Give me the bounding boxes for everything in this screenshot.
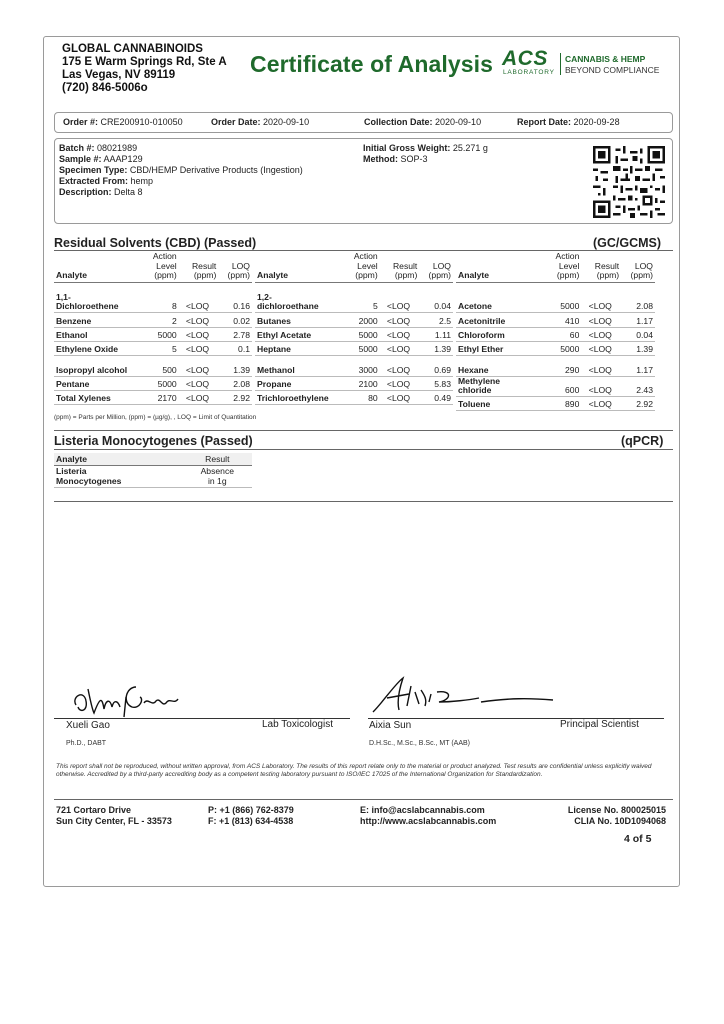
result-value: <LOQ — [380, 312, 420, 327]
action-level: 2170 — [143, 390, 179, 404]
solvents-table-2 — [255, 252, 453, 405]
result-value: <LOQ — [380, 327, 420, 341]
residual-solvents-title: Residual Solvents (CBD) (Passed) — [54, 236, 257, 250]
action-level: 2000 — [344, 312, 380, 327]
action-level: 5000 — [143, 327, 179, 341]
listeria-method: (qPCR) — [621, 434, 664, 448]
footer-contact — [360, 805, 496, 827]
analyte-name: Isopropyl alcohol — [54, 355, 143, 376]
table-row — [255, 327, 453, 341]
sample-info-box — [54, 138, 673, 224]
analyte-name: Methanol — [255, 355, 344, 376]
result-value: <LOQ — [179, 355, 219, 376]
page-title: Certificate of Analysis — [250, 51, 494, 77]
action-level: 890 — [546, 396, 582, 410]
acs-logo — [502, 49, 672, 79]
client-name: GLOBAL CANNABINOIDS — [62, 43, 203, 55]
table-row — [54, 327, 252, 341]
result-value: <LOQ — [380, 341, 420, 355]
analyte-name: Acetone — [456, 282, 546, 312]
collection-date: Collection Date: 2020-09-10 — [364, 117, 482, 127]
order-info-box — [54, 112, 673, 133]
analyte-name: Total Xylenes — [54, 390, 143, 404]
result-value: <LOQ — [179, 282, 219, 312]
action-level: 5 — [344, 282, 380, 312]
col-loq: LOQ (ppm) — [419, 252, 453, 282]
table-row — [54, 376, 252, 390]
report-date: Report Date: 2020-09-28 — [517, 117, 620, 127]
listeria-col-analyte: Analyte — [54, 453, 183, 466]
loq-value: 1.39 — [218, 355, 252, 376]
loq-value: 2.08 — [218, 376, 252, 390]
table-row — [456, 282, 655, 312]
action-level: 8 — [143, 282, 179, 312]
action-level: 2 — [143, 312, 179, 327]
action-level: 2100 — [344, 376, 380, 390]
loq-value: 2.43 — [621, 376, 655, 396]
certificate-page — [43, 36, 680, 887]
table-row — [456, 312, 655, 327]
loq-value: 5.83 — [419, 376, 453, 390]
action-level: 5 — [143, 341, 179, 355]
loq-value: 1.17 — [621, 312, 655, 327]
method: Method: SOP-3 — [363, 154, 428, 164]
table-row — [54, 355, 252, 376]
result-value: <LOQ — [179, 327, 219, 341]
analyte-name: Ethyl Acetate — [255, 327, 344, 341]
loq-value: 2.92 — [218, 390, 252, 404]
logo-acs-text: ACS — [502, 47, 548, 70]
analyte-name: Ethylene Oxide — [54, 341, 143, 355]
signature-aixia-sun — [369, 672, 559, 717]
signer-credentials: Ph.D., DABT — [66, 740, 107, 747]
analyte-name: Acetonitrile — [456, 312, 546, 327]
table-row — [54, 282, 252, 312]
result-value: <LOQ — [179, 312, 219, 327]
action-level: 5000 — [344, 341, 380, 355]
analyte-name: Benzene — [54, 312, 143, 327]
loq-value: 0.16 — [218, 282, 252, 312]
specimen-type: Specimen Type: CBD/HEMP Derivative Products (Ingestion) — [59, 165, 303, 175]
col-analyte: Analyte — [255, 252, 344, 282]
logo-tagline-2: BEYOND COMPLIANCE — [565, 65, 660, 75]
loq-value: 0.1 — [218, 341, 252, 355]
table-row — [255, 355, 453, 376]
col-analyte: Analyte — [54, 252, 143, 282]
disclaimer-text: This report shall not be reproduced, without written approval, from ACS Laboratory. The results of this report relate only to the material or product analyzed. Test results are confidential unless explicitly waived otherwise. Accredited by a third-party accrediting body as a competent testing laboratory pursuant to ISO/IEC 17025 of the International Organization for Standardization. — [56, 763, 652, 778]
action-level: 600 — [546, 376, 582, 396]
table-row — [255, 282, 453, 312]
col-action-level: Action Level (ppm) — [344, 252, 380, 282]
action-level: 60 — [546, 327, 582, 341]
client-phone: (720) 846-5006o — [62, 82, 148, 94]
col-result: Result (ppm) — [581, 252, 621, 282]
result-value: <LOQ — [380, 376, 420, 390]
signer-credentials: D.H.Sc., M.Sc., B.Sc., MT (AAB) — [369, 740, 470, 747]
loq-value: 1.17 — [621, 355, 655, 376]
loq-value: 2.08 — [621, 282, 655, 312]
result-value: <LOQ — [581, 282, 621, 312]
client-street: 175 E Warm Springs Rd, Ste A — [62, 56, 227, 68]
section-divider — [54, 449, 673, 450]
client-city: Las Vegas, NV 89119 — [62, 69, 176, 81]
result-value: <LOQ — [581, 327, 621, 341]
section-divider — [54, 799, 673, 800]
col-action-level: Action Level (ppm) — [143, 252, 179, 282]
table-row — [255, 376, 453, 390]
loq-value: 2.92 — [621, 396, 655, 410]
analyte-name: Pentane — [54, 376, 143, 390]
order-date: Order Date: 2020-09-10 — [211, 117, 310, 127]
table-row — [54, 312, 252, 327]
loq-value: 0.04 — [621, 327, 655, 341]
col-action-level: Action Level (ppm) — [546, 252, 582, 282]
action-level: 500 — [143, 355, 179, 376]
table-row — [255, 341, 453, 355]
analyte-name: Ethanol — [54, 327, 143, 341]
analyte-name: Toluene — [456, 396, 546, 410]
result-value: <LOQ — [581, 312, 621, 327]
footer-license: License No. 800025015 CLIA No. 10D1094068 — [567, 805, 666, 826]
signer-role: Principal Scientist — [560, 719, 639, 730]
table-row — [456, 355, 655, 376]
signer-role: Lab Toxicologist — [262, 719, 333, 730]
result-value: <LOQ — [380, 390, 420, 404]
result-value: <LOQ — [179, 376, 219, 390]
client-address — [62, 43, 227, 95]
table-row — [456, 376, 655, 396]
table-row — [54, 341, 252, 355]
table-row — [255, 312, 453, 327]
analyte-name: 1,1- Dichloroethene — [54, 282, 143, 312]
logo-tagline-1: CANNABIS & HEMP — [565, 54, 646, 64]
solvents-table-3 — [456, 252, 655, 411]
analyte-name: Methylene chloride — [456, 376, 546, 396]
analyte-name: Hexane — [456, 355, 546, 376]
result-value: <LOQ — [179, 341, 219, 355]
listeria-result: Absence in 1g — [183, 466, 252, 488]
loq-value: 0.02 — [218, 312, 252, 327]
units-footnote: (ppm) = Parts per Million, (ppm) = (µg/g), , LOQ = Limit of Quantitation — [54, 414, 257, 421]
logo-laboratory-text: LABORATORY — [503, 69, 555, 76]
col-result: Result (ppm) — [179, 252, 219, 282]
footer-phone: P: +1 (866) 762-8379 F: +1 (813) 634-4538 — [208, 805, 294, 826]
listeria-col-result: Result — [183, 453, 252, 466]
action-level: 5000 — [546, 341, 582, 355]
result-value: <LOQ — [581, 355, 621, 376]
table-row — [456, 396, 655, 410]
col-analyte: Analyte — [456, 252, 546, 282]
action-level: 290 — [546, 355, 582, 376]
loq-value: 1.11 — [419, 327, 453, 341]
batch-number: Batch #: 08021989 — [59, 143, 138, 153]
loq-value: 1.39 — [621, 341, 655, 355]
table-row — [54, 390, 252, 404]
action-level: 5000 — [344, 327, 380, 341]
listeria-analyte: Listeria Monocytogenes — [54, 466, 183, 488]
footer-website-link[interactable]: http://www.acslabcannabis.com — [360, 816, 497, 826]
col-loq: LOQ (ppm) — [621, 252, 655, 282]
result-value: <LOQ — [380, 355, 420, 376]
action-level: 410 — [546, 312, 582, 327]
table-row — [456, 341, 655, 355]
signature-xueli-gao — [66, 677, 256, 722]
loq-value: 2.78 — [218, 327, 252, 341]
table-row — [54, 466, 252, 488]
analyte-name: Chloroform — [456, 327, 546, 341]
initial-gross-weight: Initial Gross Weight: 25.271 g — [363, 143, 488, 153]
analyte-name: Heptane — [255, 341, 344, 355]
order-number: Order #: CRE200910-010050 — [63, 117, 183, 127]
section-divider — [54, 501, 673, 502]
signer-name: Xueli Gao — [66, 720, 110, 731]
loq-value: 0.69 — [419, 355, 453, 376]
footer-address: 721 Cortaro Drive Sun City Center, FL - 33573 — [56, 805, 172, 826]
result-value: <LOQ — [581, 376, 621, 396]
action-level: 3000 — [344, 355, 380, 376]
table-row — [456, 327, 655, 341]
qr-code-icon[interactable] — [593, 146, 665, 218]
result-value: <LOQ — [380, 282, 420, 312]
residual-solvents-method: (GC/GCMS) — [593, 236, 662, 250]
loq-value: 2.5 — [419, 312, 453, 327]
result-value: <LOQ — [581, 396, 621, 410]
listeria-table — [54, 453, 252, 488]
listeria-title: Listeria Monocytogenes (Passed) — [54, 434, 253, 448]
footer-email-link[interactable]: E: info@acslabcannabis.com — [360, 805, 485, 815]
analyte-name: Trichloroethylene — [255, 390, 344, 404]
analyte-name: 1,2- dichloroethane — [255, 282, 344, 312]
loq-value: 1.39 — [419, 341, 453, 355]
col-result: Result (ppm) — [380, 252, 420, 282]
page-number: 4 of 5 — [624, 833, 652, 845]
loq-value: 0.49 — [419, 390, 453, 404]
sample-number: Sample #: AAAP129 — [59, 154, 143, 164]
analyte-name: Propane — [255, 376, 344, 390]
action-level: 5000 — [143, 376, 179, 390]
analyte-name: Butanes — [255, 312, 344, 327]
solvents-table-1 — [54, 252, 252, 405]
description: Description: Delta 8 — [59, 187, 143, 197]
loq-value: 0.04 — [419, 282, 453, 312]
action-level: 5000 — [546, 282, 582, 312]
signer-name: Aixia Sun — [369, 720, 412, 731]
analyte-name: Ethyl Ether — [456, 341, 546, 355]
result-value: <LOQ — [179, 390, 219, 404]
result-value: <LOQ — [581, 341, 621, 355]
table-row — [255, 390, 453, 404]
section-divider — [54, 430, 673, 431]
logo-divider — [560, 53, 561, 75]
action-level: 80 — [344, 390, 380, 404]
extracted-from: Extracted From: hemp — [59, 176, 154, 186]
col-loq: LOQ (ppm) — [218, 252, 252, 282]
